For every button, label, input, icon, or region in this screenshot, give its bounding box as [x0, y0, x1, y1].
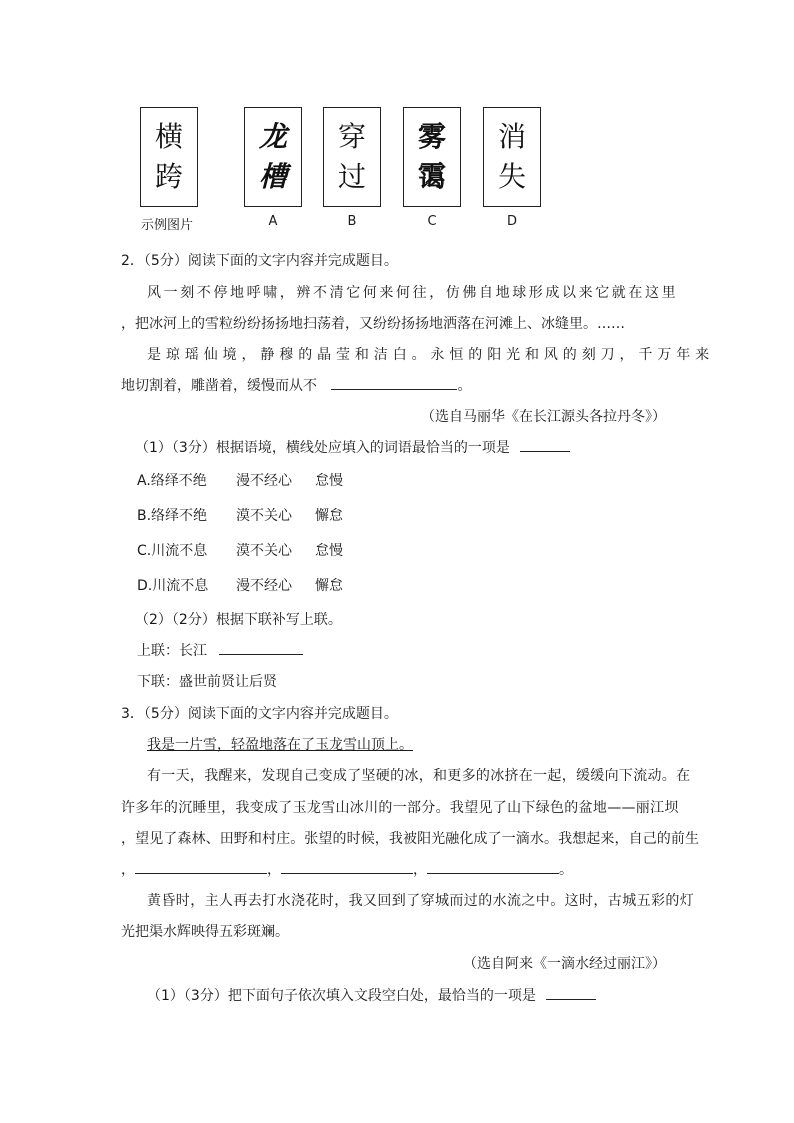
answer-blank[interactable]	[520, 437, 570, 452]
passage-line	[121, 859, 573, 879]
option-word: 懈怠	[315, 578, 343, 594]
source-citation: （选自阿来《一滴水经过丽江》）	[463, 956, 666, 972]
sub-question	[147, 985, 596, 1005]
answer-blank[interactable]	[427, 859, 559, 874]
question-2-header: 2．（5分）阅读下面的文字内容并完成题目。	[121, 253, 398, 269]
card-char: 跨	[154, 160, 183, 193]
passage-line: 有一天，我醒来，发现自己变成了坚硬的冰，和更多的冰挤在一起，缓缓向下流动。在	[147, 768, 691, 784]
card-char: 槽	[258, 160, 287, 193]
couplet-upper	[137, 640, 303, 660]
card-char: 雾	[417, 120, 446, 153]
question-3-header: 3．（5分）阅读下面的文字内容并完成题目。	[121, 706, 398, 722]
card-a	[244, 107, 302, 207]
couplet-text: 上联：长江	[137, 643, 207, 659]
option-word: A.络绎不绝	[137, 473, 207, 489]
card-char: 过	[337, 160, 366, 193]
card-caption: A	[268, 214, 278, 229]
option-word: D.川流不息	[137, 578, 209, 594]
option-word: 怠慢	[315, 473, 343, 489]
answer-blank[interactable]	[331, 375, 457, 390]
option-word: C.川流不息	[137, 543, 208, 559]
lead-sentence: 我是一片雪，轻盈地落在了玉龙雪山顶上。	[147, 737, 413, 753]
option-word: 漠不关心	[236, 543, 292, 559]
option-word: B.络绎不绝	[137, 508, 208, 524]
option-word: 漫不经心	[236, 473, 292, 489]
option-d[interactable]	[137, 575, 343, 595]
sub-question	[135, 437, 570, 457]
card-caption: C	[427, 214, 437, 229]
sub-question: （2）（2分）根据下联补写上联。	[135, 612, 342, 628]
card-char: 失	[497, 160, 526, 193]
option-word: 怠慢	[315, 543, 343, 559]
card-char: 消	[497, 120, 526, 153]
passage-line: ，望见了森林、田野和村庄。张望的时候，我被阳光融化成了一滴水。我想起来，自己的前生	[121, 831, 700, 847]
option-word: 漫不经心	[236, 578, 292, 594]
answer-blank[interactable]	[135, 859, 267, 874]
passage-line: 黄昏时，主人再去打水浇花时，我又回到了穿城而过的水流之中。这时，古城五彩的灯	[147, 893, 695, 909]
option-c[interactable]	[137, 540, 343, 560]
passage-text: ，	[267, 862, 281, 878]
card-d	[483, 107, 541, 207]
passage-text: ，	[413, 862, 427, 878]
card-char: 横	[154, 120, 183, 153]
answer-blank[interactable]	[546, 985, 596, 1000]
couplet-lower: 下联：盛世前贤让后贤	[137, 674, 277, 690]
answer-blank[interactable]	[281, 859, 413, 874]
option-a[interactable]	[137, 470, 343, 490]
answer-blank[interactable]	[219, 640, 303, 655]
passage-text: 。	[559, 862, 573, 878]
card-char: 霭	[417, 160, 446, 193]
card-char: 龙	[258, 120, 287, 153]
example-card	[140, 107, 198, 207]
card-c	[403, 107, 461, 207]
sub-question-text: （1）（3分）把下面句子依次填入文段空白处，最恰当的一项是	[147, 988, 536, 1004]
card-b	[323, 107, 381, 207]
card-caption: B	[347, 214, 357, 229]
option-b[interactable]	[137, 505, 343, 525]
passage-line: 是琼瑶仙境，静穆的晶莹和洁白。永恒的阳光和风的刻刀，千万年来	[147, 347, 714, 363]
card-caption: D	[506, 214, 517, 229]
passage-line: 许多年的沉睡里，我变成了玉龙雪山冰川的一部分。我望见了山下绿色的盆地——丽江坝	[121, 800, 679, 816]
passage-line	[121, 375, 471, 395]
passage-line: ，把冰河上的雪粒纷纷扬扬地扫荡着，又纷纷扬扬地洒落在河滩上、冰缝里。……	[121, 316, 625, 332]
source-citation: （选自马丽华《在长江源头各拉丹冬》）	[421, 409, 666, 425]
passage-text: ，	[121, 862, 135, 878]
card-caption: 示例图片	[141, 218, 194, 233]
option-word: 漠不关心	[236, 508, 292, 524]
sub-question-text: （1）（3分）根据语境，横线处应填入的词语最恰当的一项是	[135, 440, 510, 456]
passage-line: 风一刻不停地呼啸，辨不清它何来何往，仿佛自地球形成以来它就在这里	[147, 285, 679, 301]
passage-text: 地切割着，雕凿着，缓慢而从不	[121, 378, 317, 394]
passage-text: 。	[457, 378, 472, 394]
card-char: 穿	[337, 120, 366, 153]
option-word: 懈怠	[315, 508, 343, 524]
passage-line: 光把渠水辉映得五彩斑斓。	[121, 924, 289, 940]
